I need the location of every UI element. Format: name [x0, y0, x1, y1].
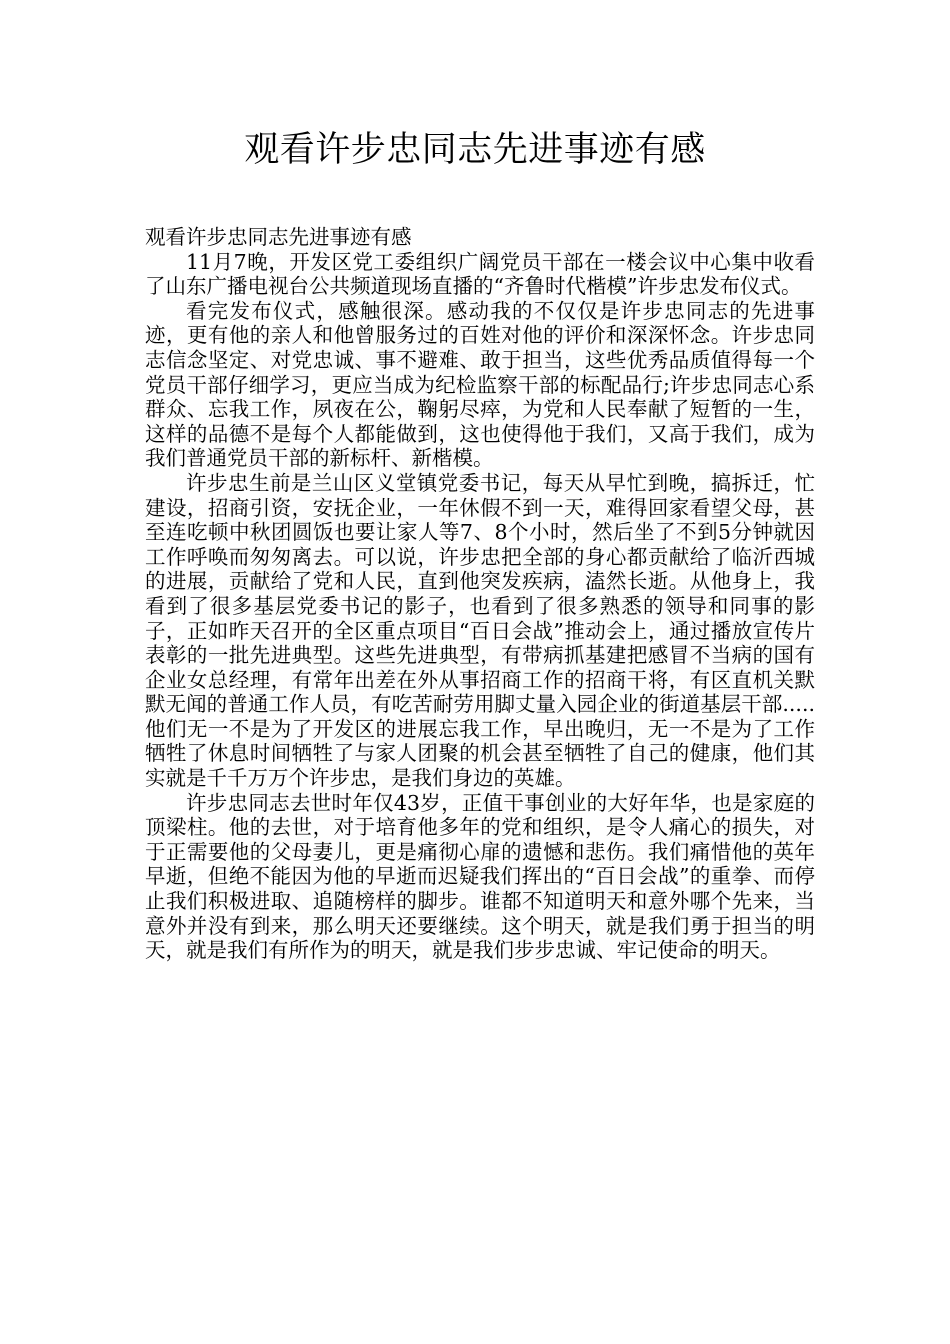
document-subtitle: 观看许步忠同志先进事迹有感 [145, 225, 412, 249]
document-body [145, 225, 815, 963]
paragraph-1: 11月7晚，开发区党工委组织广阔党员干部在一楼会议中心集中收看了山东广播电视台公共频道现场直播的“齐鲁时代楷模”许步忠发布仪式。 [145, 249, 815, 299]
document-title: 观看许步忠同志先进事迹有感 [244, 130, 706, 170]
paragraph-3: 许步忠生前是兰山区义堂镇党委书记，每天从早忙到晚，搞拆迁，忙建设，招商引资，安抚企业，一年休假不到一天，难得回家看望父母，甚至连吃顿中秋团圆饭也要让家人等7、8个小时，然后坐了不到5分钟就因工作呼唤而匆匆离去。可以说，许步忠把全部的身心都贡献给了临沂西城的进展，贡献给了党和人民，直到他突发疾病，溘然长逝。从他身上，我看到了很多基层党委书记的影子，也看到了很多熟悉的领导和同事的影子，正如昨天召开的全区重点项目“百日会战”推动会上，通过播放宣传片表彰的一批先进典型。这些先进典型，有带病抓基建把感冒不当病的国有企业女总经理，有常年出差在外从事招商工作的招商干将，有区直机关默默无闻的普通工作人员，有吃苦耐劳用脚丈量入园企业的街道基层干部.....他们无一不是为了开发区的进展忘我工作，早出晚归，无一不是为了工作牺牲了休息时间牺牲了与家人团聚的机会甚至牺牲了自己的健康，他们其实就是千千万万个许步忠，是我们身边的英雄。 [145, 470, 815, 791]
paragraph-4: 许步忠同志去世时年仅43岁，正值干事创业的大好年华，也是家庭的顶梁柱。他的去世，对于培育他多年的党和组织，是令人痛心的损失，对于正需要他的父母妻儿，更是痛彻心扉的遗憾和悲伤。我们痛惜他的英年早逝，但绝不能因为他的早逝而迟疑我们挥出的“百日会战”的重拳、而停止我们积极进取、追随榜样的脚步。谁都不知道明天和意外哪个先来，当意外并没有到来，那么明天还要继续。这个明天，就是我们勇于担当的明天，就是我们有所作为的明天，就是我们步步忠诚、牢记使命的明天。 [145, 790, 815, 963]
paragraph-2: 看完发布仪式，感触很深。感动我的不仅仅是许步忠同志的先进事迹，更有他的亲人和他曾服务过的百姓对他的评价和深深怀念。许步忠同志信念坚定、对党忠诚、事不避难、敢于担当，这些优秀品质值得每一个党员干部仔细学习，更应当成为纪检监察干部的标配品行;许步忠同志心系群众、忘我工作，夙夜在公，鞠躬尽瘁，为党和人民奉献了短暂的一生，这样的品德不是每个人都能做到，这也使得他于我们，又高于我们，成为我们普通党员干部的新标杆、新楷模。 [145, 298, 815, 471]
